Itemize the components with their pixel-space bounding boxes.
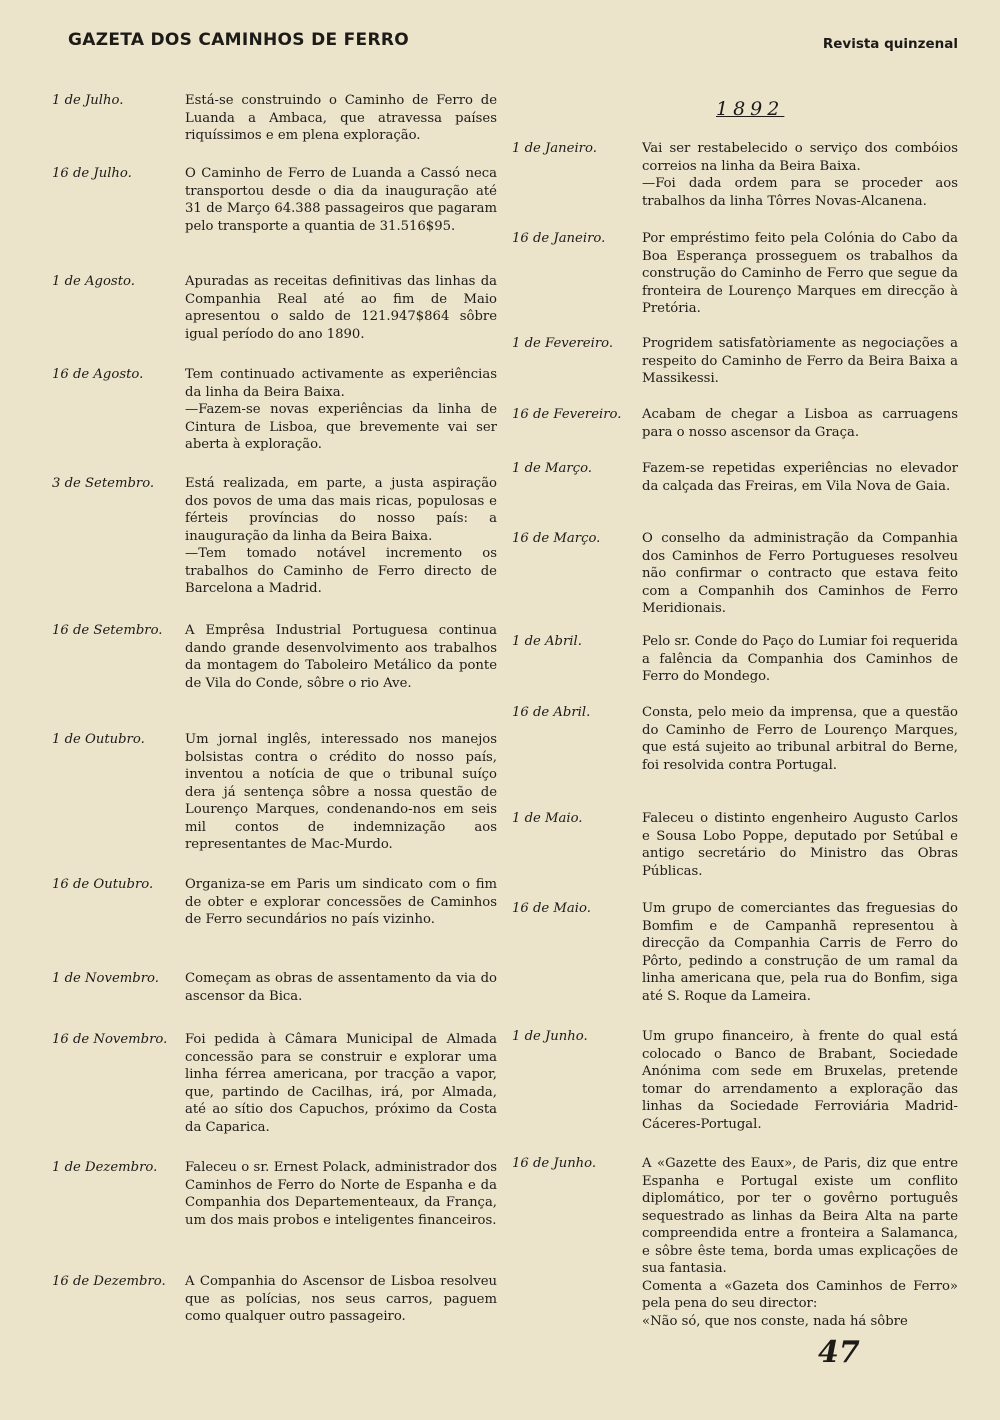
entry-date: 16 de Fevereiro. <box>512 407 622 422</box>
entry-text <box>185 366 497 454</box>
entry-text <box>642 633 958 686</box>
entry-paragraph: O Caminho de Ferro de Luanda a Cassó neca transportou desde o dia da inauguração até 31 de Março 64.388 passageiros que pagaram pelo transporte a quantia de 31.516$95. <box>185 166 497 234</box>
entry-paragraph: Por empréstimo feito pela Colónia do Cabo da Boa Esperança prosseguem os trabalhos da construção do Caminho de Ferro que segue da fronteira de Lourenço Marques em direcção à Pretória. <box>642 231 958 316</box>
entry-date: 16 de Dezembro. <box>52 1274 166 1289</box>
entry-date: 1 de Junho. <box>512 1029 588 1044</box>
entry-text <box>642 1028 958 1133</box>
entry-paragraph: «Não só, que nos conste, nada há sôbre <box>642 1313 908 1329</box>
entry-date: 16 de Outubro. <box>52 877 154 892</box>
publication-subtitle: Revista quinzenal <box>822 36 958 52</box>
entry-paragraph: Um jornal inglês, interessado nos manejos bolsistas contra o crédito do nosso país, inventou a notícia de que o tribunal suíço dera já sentença sôbre a nossa questão de Lourenço Marques, condenando-nos em seis mil contos de indemnização aos representantes de Mac-Murdo. <box>185 732 497 852</box>
entry-date: 16 de Abril. <box>512 705 591 720</box>
entry-text <box>642 230 958 318</box>
entry-paragraph: Comenta a «Gazeta dos Caminhos de Ferro» pela pena do seu director: <box>642 1278 958 1311</box>
entry-paragraph: A «Gazette des Eaux», de Paris, diz que entre Espanha e Portugal existe um conflito diplomático, por ter o govêrno português sequestrado as linhas da Beira Alta na parte compreendida entre a fronteira a Salamanca, e sôbre êste tema, borda umas explicações de sua fantasia. <box>642 1156 958 1276</box>
entry-paragraph: Faleceu o distinto engenheiro Augusto Carlos e Sousa Lobo Poppe, deputado por Setúbal e antigo secretário do Ministro das Obras Públicas. <box>642 811 958 879</box>
entry-paragraph: Um grupo de comerciantes das freguesias do Bomfim e de Campanhã representou à direcção da Companhia Carris de Ferro do Pôrto, pedindo a construção de um ramal da linha americana que, pela rua do Bonfim, siga até S. Roque da Lameira. <box>642 901 958 1004</box>
page-number: 47 <box>818 1335 860 1370</box>
entry-date: 1 de Novembro. <box>52 971 159 986</box>
entry-date: 1 de Fevereiro. <box>512 336 614 351</box>
entry-text <box>185 1159 497 1229</box>
entry-paragraph: A Companhia do Ascensor de Lisboa resolveu que as polícias, nos seus carros, paguem como qualquer outro passageiro. <box>185 1274 497 1324</box>
entry-text <box>642 1155 958 1330</box>
entry-date: 1 de Maio. <box>512 811 583 826</box>
entry-paragraph: Foi pedida à Câmara Municipal de Almada concessão para se construir e explorar uma linha férrea americana, por tracção a vapor, que, partindo de Cacilhas, irá, por Almada, até ao sítio dos Capuchos, próximo da Costa da Caparica. <box>185 1032 497 1135</box>
entry-paragraph: Tem continuado activamente as experiências da linha da Beira Baixa. <box>185 367 497 400</box>
entry-text <box>185 1031 497 1136</box>
entry-date: 1 de Dezembro. <box>52 1160 158 1175</box>
entry-text <box>185 622 497 692</box>
entry-text <box>185 273 497 343</box>
entry-text <box>185 731 497 854</box>
entry-text <box>185 92 497 145</box>
entry-text <box>185 1273 497 1326</box>
entry-paragraph: —Tem tomado notável incremento os trabalhos do Caminho de Ferro directo de Barcelona a Madrid. <box>185 546 497 596</box>
entry-text <box>642 460 958 495</box>
entry-paragraph: Está-se construindo o Caminho de Ferro de Luanda a Ambaca, que atravessa países riquíssimos e em plena exploração. <box>185 93 497 143</box>
entry-paragraph: Um grupo financeiro, à frente do qual está colocado o Banco de Brabant, Sociedade Anónima com sede em Bruxelas, pretende tomar do arrendamento a exploração das linhas da Sociedade Ferroviária Madrid-Cáceres-Portugal. <box>642 1029 958 1132</box>
entry-paragraph: Está realizada, em parte, a justa aspiração dos povos de uma das mais ricas, populosas e férteis províncias do nosso país: a inauguração da linha da Beira Baixa. <box>185 476 497 544</box>
entry-paragraph: Consta, pelo meio da imprensa, que a questão do Caminho de Ferro de Lourenço Marques, que está sujeito ao tribunal arbitral do Berne, foi resolvida contra Portugal. <box>642 705 958 773</box>
entry-text <box>642 335 958 388</box>
entry-date: 16 de Novembro. <box>52 1032 168 1047</box>
entry-date: 1 de Janeiro. <box>512 141 597 156</box>
entry-date: 1 de Outubro. <box>52 732 145 747</box>
entry-text <box>642 900 958 1005</box>
page-header <box>68 28 958 58</box>
entry-paragraph: Vai ser restabelecido o serviço dos combóios correios na linha da Beira Baixa. <box>642 141 958 174</box>
entry-date: 1 de Abril. <box>512 634 582 649</box>
entry-date: 1 de Julho. <box>52 93 124 108</box>
entry-paragraph: —Foi dada ordem para se proceder aos trabalhos da linha Tôrres Novas-Alcanena. <box>642 176 958 209</box>
entry-date: 3 de Setembro. <box>52 476 155 491</box>
entry-paragraph: A Emprêsa Industrial Portuguesa continua dando grande desenvolvimento aos trabalhos da montagem do Taboleiro Metálico da ponte de Vila do Conde, sôbre o rio Ave. <box>185 623 497 691</box>
entry-paragraph: Organiza-se em Paris um sindicato com o fim de obter e explorar concessões de Caminhos de Ferro secundários no país vizinho. <box>185 877 497 927</box>
entry-date: 16 de Março. <box>512 531 601 546</box>
entry-date: 16 de Janeiro. <box>512 231 606 246</box>
entry-paragraph: Faleceu o sr. Ernest Polack, administrador dos Caminhos de Ferro do Norte de Espanha e da Companhia dos Departementeaux, da França, um dos mais probos e inteligentes financeiros. <box>185 1160 497 1228</box>
entry-text <box>642 704 958 774</box>
entry-paragraph: —Fazem-se novas experiências da linha de Cintura de Lisboa, que brevemente vai ser aberta à exploração. <box>185 402 497 452</box>
entry-text <box>642 530 958 618</box>
entry-paragraph: Acabam de chegar a Lisboa as carruagens para o nosso ascensor da Graça. <box>642 407 958 440</box>
publication-title: GAZETA DOS CAMINHOS DE FERRO <box>68 30 409 50</box>
entry-paragraph: Apuradas as receitas definitivas das linhas da Companhia Real até ao fim de Maio apresentou o saldo de 121.947$864 sôbre igual período do ano 1890. <box>185 274 497 342</box>
entry-text <box>185 876 497 929</box>
entry-paragraph: Pelo sr. Conde do Paço do Lumiar foi requerida a falência da Companhia dos Caminhos de Ferro do Mondego. <box>642 634 958 684</box>
entry-date: 16 de Junho. <box>512 1156 597 1171</box>
entry-text <box>185 165 497 235</box>
entry-text <box>642 810 958 880</box>
entry-text <box>642 140 958 210</box>
entry-date: 16 de Maio. <box>512 901 591 916</box>
entry-text <box>185 475 497 598</box>
entry-date: 16 de Julho. <box>52 166 132 181</box>
entry-text <box>185 970 497 1005</box>
entry-date: 16 de Agosto. <box>52 367 144 382</box>
entry-paragraph: O conselho da administração da Companhia dos Caminhos de Ferro Portugueses resolveu não confirmar o contracto que estava feito com a Companhih dos Caminhos de Ferro Meridionais. <box>642 531 958 616</box>
entry-text <box>642 406 958 441</box>
entry-date: 1 de Agosto. <box>52 274 135 289</box>
entry-date: 16 de Setembro. <box>52 623 163 638</box>
year-heading: 1892 <box>716 98 785 120</box>
entry-paragraph: Progridem satisfatòriamente as negociações a respeito do Caminho de Ferro da Beira Baixa a Massikessi. <box>642 336 958 386</box>
entry-paragraph: Começam as obras de assentamento da via do ascensor da Bica. <box>185 971 497 1004</box>
entry-paragraph: Fazem-se repetidas experiências no elevador da calçada das Freiras, em Vila Nova de Gaia. <box>642 461 958 494</box>
entry-date: 1 de Março. <box>512 461 592 476</box>
